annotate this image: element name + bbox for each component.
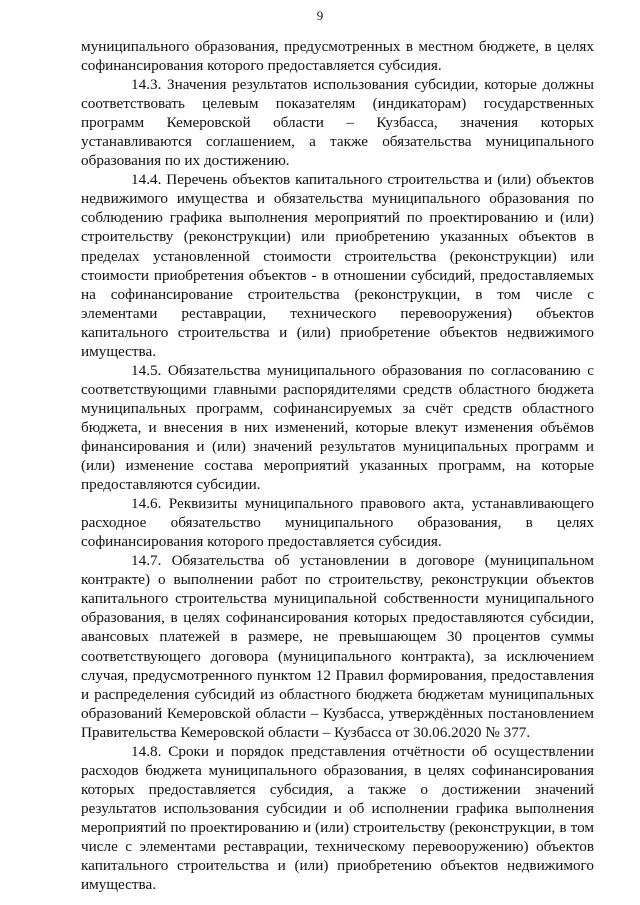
paragraph-14-7: 14.7. Обязательства об установлении в договоре (муниципальном контракте) о выполнении работ по строительству, реконструкции объектов капитального строительства муниципальной собственности муниципального образования, в целях софинансирования которых предоставляются субсидии, авансовых платежей в размере, не превышающем 30 процентов суммы соответствующего договора (муниципального контракта), за исключением случая, предусмотренного пунктом 12 Правил формирования, предоставления и распределения субсидий из областного бюджета бюджетам муниципальных образований Кемеровской области – Кузбасса, утверждённых постановлением Правительства Кемеровской области – Кузбасса от 30.06.2020 № 377. xyxy=(81,552,594,741)
page-number: 9 xyxy=(316,8,324,23)
document-body xyxy=(81,37,594,894)
paragraph-14-5: 14.5. Обязательства муниципального образования по согласованию с соответствующими главными распорядителями средств областного бюджета муниципальных программ, софинансируемых за счёт средств областного бюджета, и внесения в них изменений, которые влекут изменения объёмов финансирования и (или) значений результатов муниципальных программ и (или) изменение состава мероприятий указанных программ, на которые предоставляются субсидии. xyxy=(81,361,594,494)
paragraph-14-3: 14.3. Значения результатов использования субсидии, которые должны соответствовать целевым показателям (индикаторам) государственных программ Кемеровской области – Кузбасса, значения которых устанавливаются соглашением, а также обязательства муниципального образования по их достижению. xyxy=(81,76,594,170)
paragraph-14-8: 14.8. Сроки и порядок представления отчётности об осуществлении расходов бюджета муниципального образования, в целях софинансирования которых предоставляется субсидия, а также о достижении значений результатов использования субсидии и об исполнении графика выполнения мероприятий по проектированию и (или) строительству (реконструкции, в том числе с элементами реставрации, техническому перевооружению) объектов капитального строительства и (или) приобретению объектов недвижимого имущества. xyxy=(81,742,594,894)
paragraph-14-6: 14.6. Реквизиты муниципального правового акта, устанавливающего расходное обязательство муниципального образования, в целях софинансирования которого предоставляется субсидия. xyxy=(81,495,594,551)
paragraph-continuation: муниципального образования, предусмотренных в местном бюджете, в целях софинансирования которого предоставляется субсидия. xyxy=(81,38,594,75)
paragraph-14-4: 14.4. Перечень объектов капитального строительства и (или) объектов недвижимого имущества и обязательства муниципального образования по соблюдению графика выполнения мероприятий по проектированию и (или) строительству (реконструкции) или приобретению указанных объектов в пределах установленной стоимости строительства (реконструкции) или стоимости приобретения объектов - в отношении субсидий, предоставляемых на софинансирование строительства (реконструкции, в том числе с элементами реставрации, технического перевооружения) объектов капитального строительства и (или) приобретение объектов недвижимого имущества. xyxy=(81,171,594,360)
